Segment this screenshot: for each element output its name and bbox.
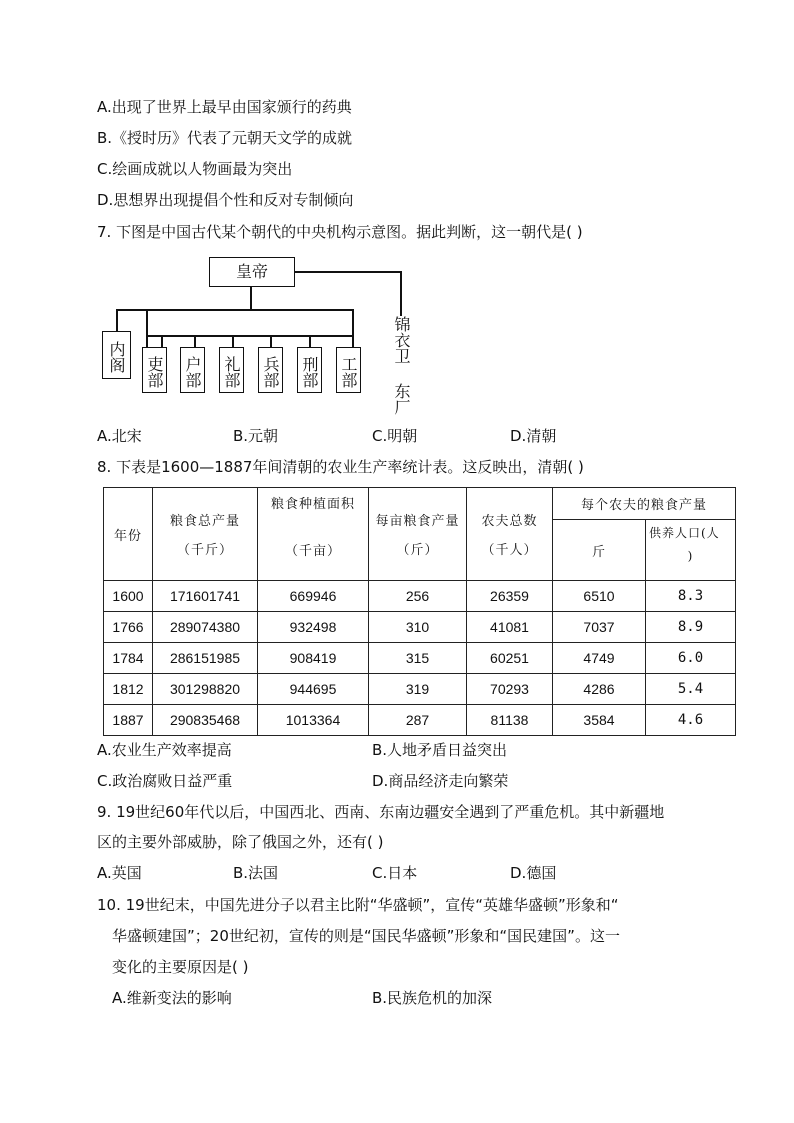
cell-jin: 6510 <box>553 581 646 612</box>
emperor-box <box>209 257 295 287</box>
q7-option-d: D.清朝 <box>510 427 557 445</box>
cell-total: 290835468 <box>153 705 258 736</box>
q9-option-c: C.日本 <box>372 864 418 882</box>
q8-stem: 8. 下表是1600—1887年间清朝的农业生产率统计表。这反映出，清朝( ) <box>97 458 584 476</box>
q6-option-c: C.绘画成就以人物画最为突出 <box>97 160 293 178</box>
ministry-label: 兵部 <box>261 355 280 388</box>
header-farmers <box>467 488 553 581</box>
q7-stem: 7. 下图是中国古代某个朝代的中央机构示意图。据此判断，这一朝代是( ) <box>97 223 583 241</box>
connector-line <box>250 287 252 310</box>
connector-line <box>400 271 402 316</box>
header-area <box>258 488 369 581</box>
table-row <box>104 705 736 736</box>
cell-farmers: 26359 <box>467 581 553 612</box>
cell-year: 1600 <box>104 581 153 612</box>
connector-line <box>146 335 352 337</box>
q8-option-a: A.农业生产效率提高 <box>97 741 232 759</box>
q9-option-b: B.法国 <box>233 864 279 882</box>
header-per-mu <box>369 488 467 581</box>
header-per-mu-label: 每亩粮食产量 <box>375 514 460 529</box>
q10-option-a: A.维新变法的影响 <box>112 989 232 1007</box>
cell-area: 1013364 <box>258 705 369 736</box>
header-total-unit: （千斤） <box>176 543 233 558</box>
cell-farmers: 81138 <box>467 705 553 736</box>
q7-option-a: A.北宋 <box>97 427 142 445</box>
cell-jin: 3584 <box>553 705 646 736</box>
cell-farmers: 60251 <box>467 643 553 674</box>
connector-line <box>116 309 118 331</box>
cell-feed: 6.0 <box>646 643 736 674</box>
q6-option-b: B.《授时历》代表了元朝天文学的成就 <box>97 129 353 147</box>
cell-feed: 4.6 <box>646 705 736 736</box>
cell-per-mu: 319 <box>369 674 467 705</box>
cell-total: 289074380 <box>153 612 258 643</box>
agriculture-statistics-table <box>103 487 736 736</box>
cell-year: 1812 <box>104 674 153 705</box>
header-area-label: 粮食种植面积 <box>270 497 355 512</box>
table-row <box>104 674 736 705</box>
header-year: 年份 <box>104 488 153 581</box>
q9-option-d: D.德国 <box>510 864 557 882</box>
ministry-label: 工部 <box>339 355 358 388</box>
header-farmers-unit: （千人） <box>481 543 538 558</box>
header-total-output <box>153 488 258 581</box>
connector-line <box>116 309 352 311</box>
ministry-label: 户部 <box>183 355 202 388</box>
header-per-farmer: 每个农夫的粮食产量 <box>553 488 736 520</box>
q10-stem-line2: 华盛顿建国”；20世纪初，宣传的则是“国民华盛顿”形象和“国民建国”。这一 <box>112 927 620 945</box>
cell-year: 1766 <box>104 612 153 643</box>
cell-area: 908419 <box>258 643 369 674</box>
ministry-box-works <box>336 347 361 393</box>
header-feed-close: ) <box>687 548 694 563</box>
header-jin: 斤 <box>553 520 646 581</box>
q9-option-a: A.英国 <box>97 864 142 882</box>
cell-per-mu: 287 <box>369 705 467 736</box>
q7-option-c: C.明朝 <box>372 427 418 445</box>
cell-year: 1887 <box>104 705 153 736</box>
ministry-box-li <box>142 347 167 393</box>
ministry-box-justice <box>297 347 322 393</box>
cell-farmers: 70293 <box>467 674 553 705</box>
cell-per-mu: 315 <box>369 643 467 674</box>
cell-jin: 4286 <box>553 674 646 705</box>
connector-line <box>146 309 148 347</box>
header-feed-label: 供养人口(人 <box>649 525 720 540</box>
cell-total: 301298820 <box>153 674 258 705</box>
cell-area: 669946 <box>258 581 369 612</box>
ministry-label: 吏部 <box>145 355 164 388</box>
q10-stem-line3: 变化的主要原因是( ) <box>112 958 249 976</box>
ministry-box-war <box>258 347 283 393</box>
jinyiwei-dongchang-label: 锦衣卫 东厂 <box>392 316 411 415</box>
table-row <box>104 581 736 612</box>
cell-per-mu: 310 <box>369 612 467 643</box>
header-farmers-label: 农夫总数 <box>481 514 538 529</box>
cell-total: 171601741 <box>153 581 258 612</box>
neige-box <box>102 331 131 379</box>
header-total-label: 粮食总产量 <box>169 514 240 529</box>
table-row <box>104 612 736 643</box>
cell-jin: 7037 <box>553 612 646 643</box>
connector-line <box>295 271 401 273</box>
ministry-box-rites <box>219 347 244 393</box>
cell-jin: 4749 <box>553 643 646 674</box>
cell-feed: 8.9 <box>646 612 736 643</box>
cell-area: 932498 <box>258 612 369 643</box>
cell-per-mu: 256 <box>369 581 467 612</box>
header-area-unit: （千亩） <box>284 544 341 559</box>
cell-feed: 8.3 <box>646 581 736 612</box>
cell-farmers: 41081 <box>467 612 553 643</box>
q10-option-b: B.民族危机的加深 <box>372 989 493 1007</box>
header-feed-population <box>646 520 736 581</box>
emperor-label: 皇帝 <box>235 262 268 281</box>
header-per-mu-unit: （斤） <box>396 543 439 558</box>
q8-option-b: B.人地矛盾日益突出 <box>372 741 508 759</box>
q9-stem-line2: 区的主要外部威胁，除了俄国之外，还有( ) <box>97 833 384 851</box>
table-row <box>104 643 736 674</box>
q7-option-b: B.元朝 <box>233 427 279 445</box>
cell-area: 944695 <box>258 674 369 705</box>
neige-label: 内阁 <box>107 340 126 373</box>
q8-option-d: D.商品经济走向繁荣 <box>372 772 509 790</box>
ministry-label: 礼部 <box>222 355 241 388</box>
q8-option-c: C.政治腐败日益严重 <box>97 772 233 790</box>
ministry-box-hu <box>180 347 205 393</box>
ministry-label: 刑部 <box>300 355 319 388</box>
q6-option-a: A.出现了世界上最早由国家颁行的药典 <box>97 98 352 116</box>
connector-line <box>352 309 354 348</box>
cell-total: 286151985 <box>153 643 258 674</box>
q10-stem-line1: 10. 19世纪末，中国先进分子以君主比附“华盛顿”，宣传“英雄华盛顿”形象和“ <box>97 896 619 914</box>
q6-option-d: D.思想界出现提倡个性和反对专制倾向 <box>97 191 354 209</box>
q9-stem-line1: 9. 19世纪60年代以后，中国西北、西南、东南边疆安全遇到了严重危机。其中新疆地 <box>97 803 665 821</box>
cell-feed: 5.4 <box>646 674 736 705</box>
cell-year: 1784 <box>104 643 153 674</box>
